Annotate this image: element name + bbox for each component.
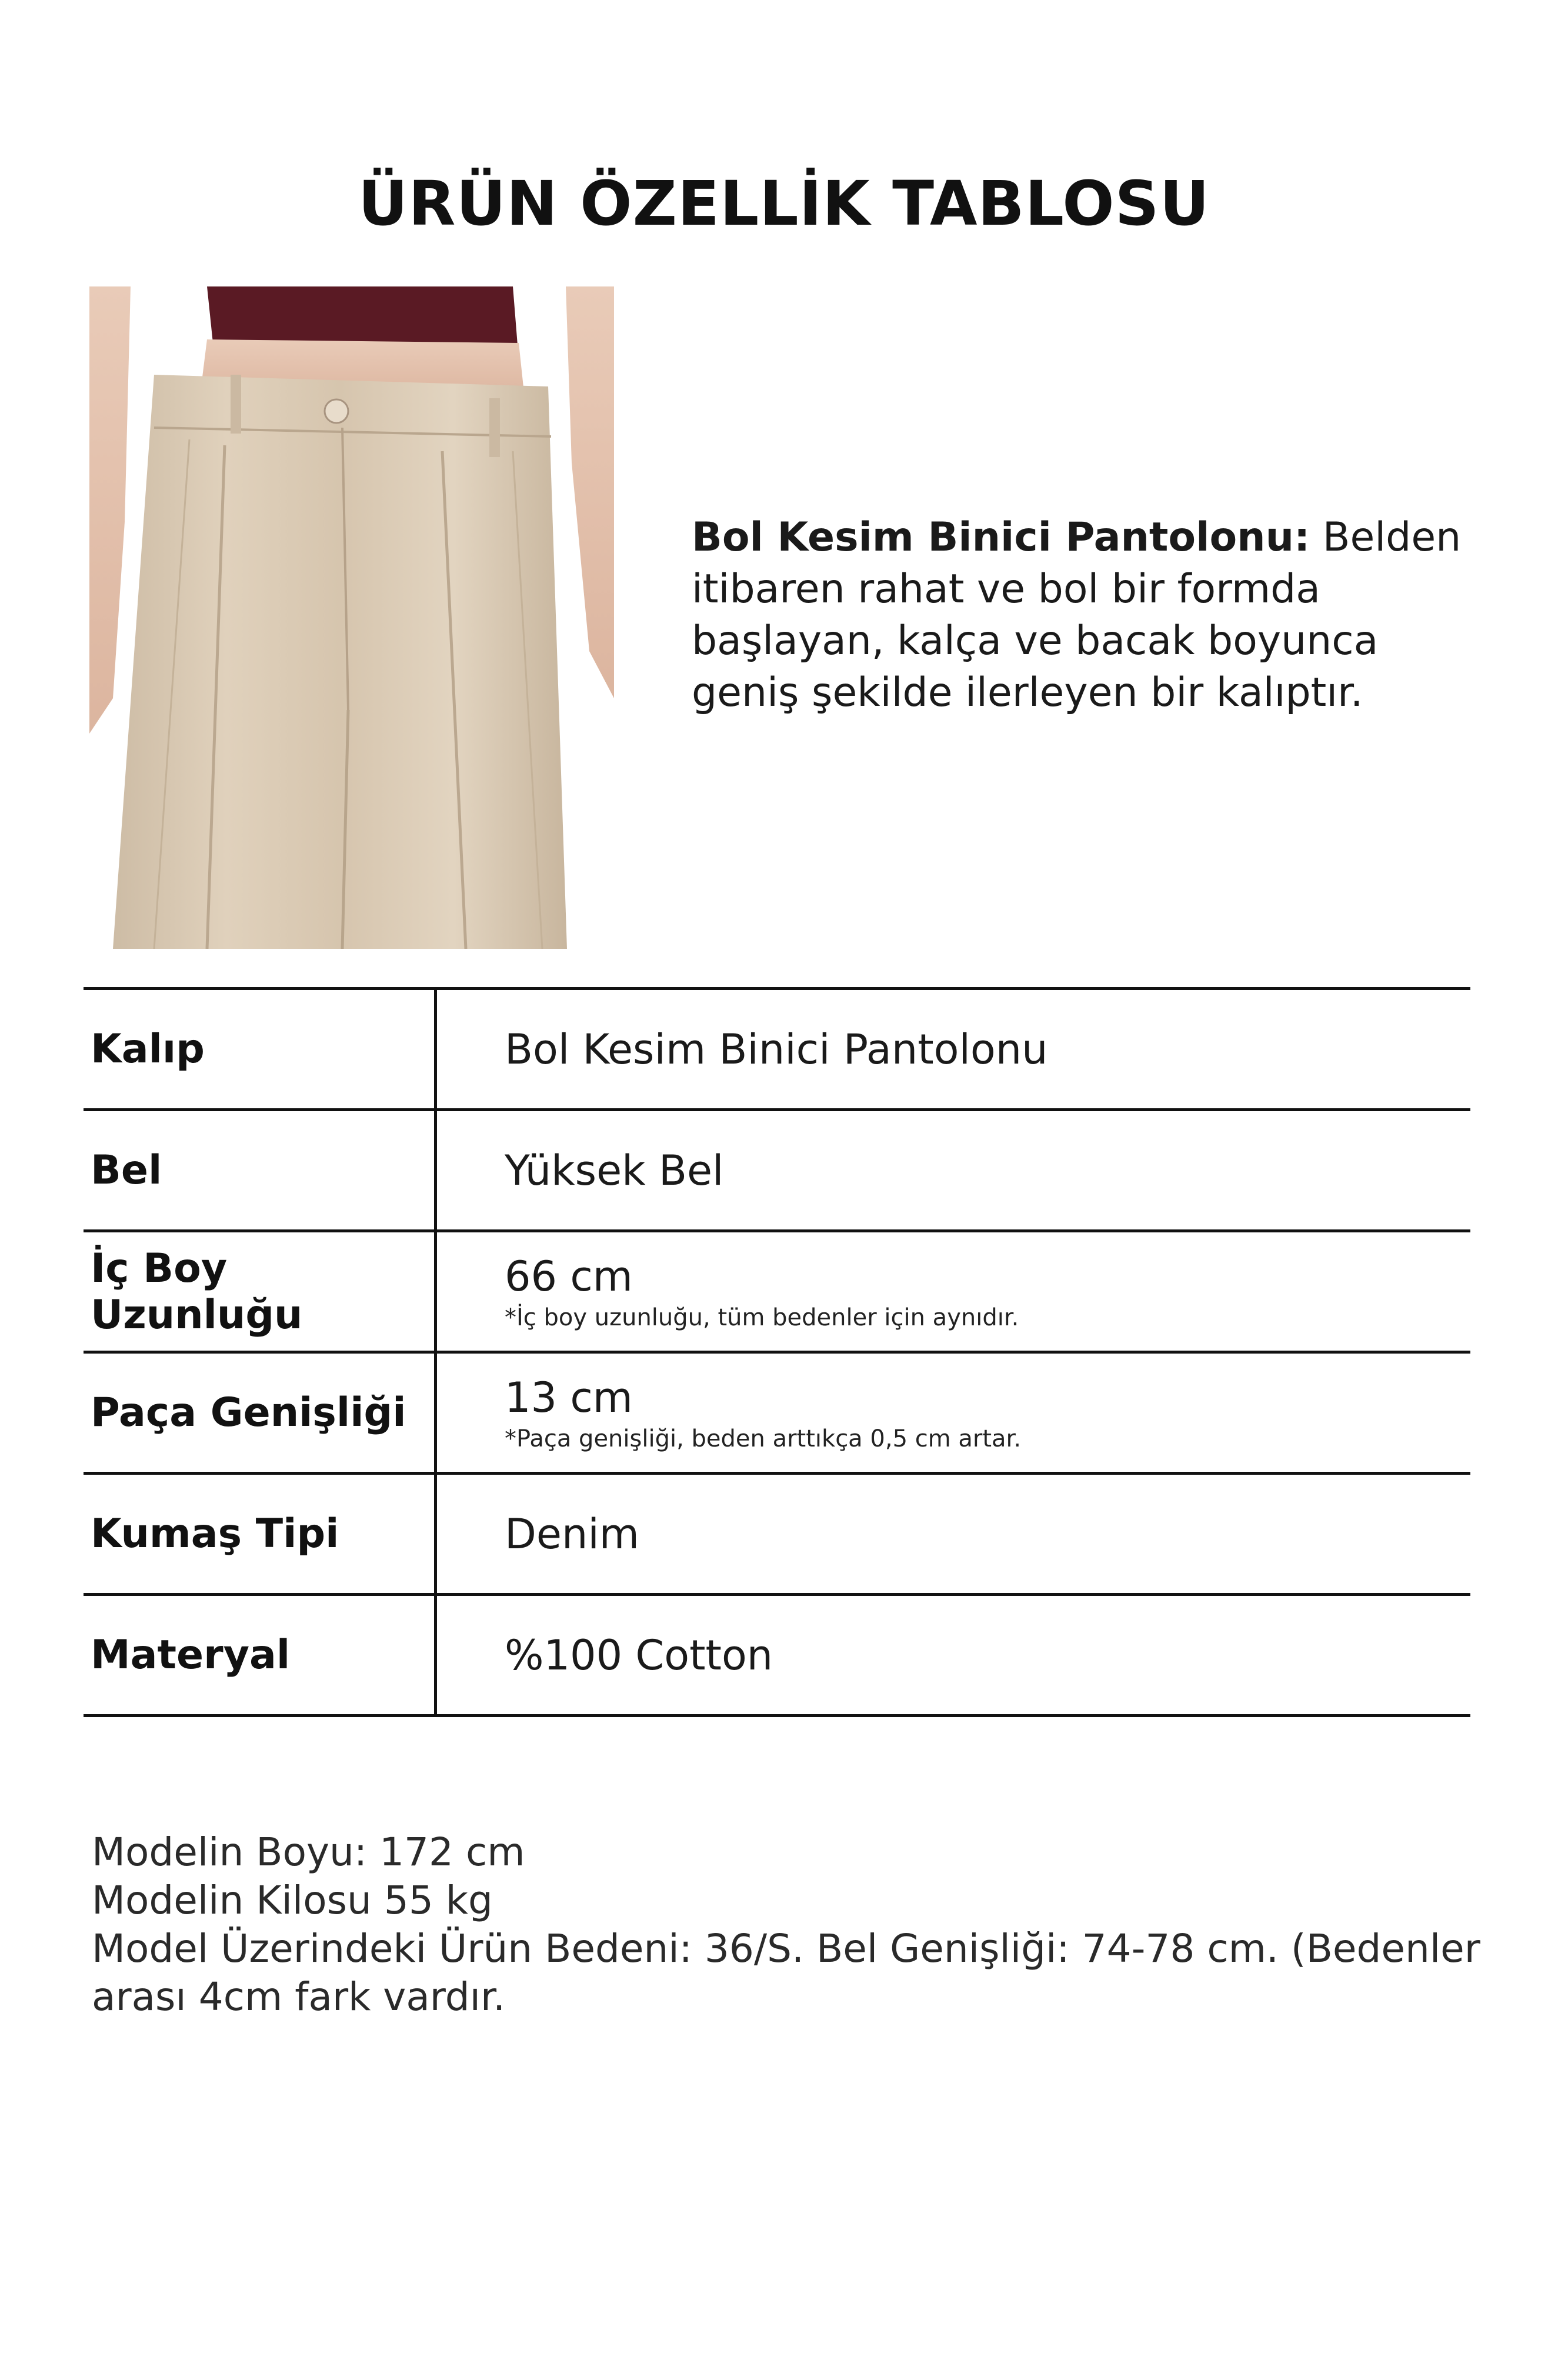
spec-row-kumas [84,1475,1470,1596]
spec-label: Materyal [91,1632,291,1678]
description-lead: Bol Kesim Binici Pantolonu: [692,514,1310,561]
column-divider [434,990,437,1108]
column-divider [434,1475,437,1593]
spec-value: Denim [505,1509,639,1558]
column-divider [434,1354,437,1472]
product-photo [89,286,614,949]
spec-table [84,987,1470,1717]
trouser-model-image [89,286,614,949]
spec-label: Bel [91,1147,162,1194]
spec-row-materyal [84,1596,1470,1717]
spec-value-cell [505,1354,1446,1472]
spec-value: 66 cm [505,1252,633,1301]
spec-row-paca [84,1354,1470,1475]
description-text: Belden itibaren rahat ve bol bir formda başlayan, kalça ve bacak boyunca geniş şekilde ilerleyen bir kalıptır. [692,514,1462,716]
spec-value: Bol Kesim Binici Pantolonu [505,1025,1048,1074]
spec-value: %100 Cotton [505,1631,773,1679]
column-divider [434,1111,437,1229]
spec-value-cell [505,1232,1446,1351]
model-height: Modelin Boyu: 172 cm [92,1829,525,1875]
model-info [92,1828,1492,2021]
spec-value-cell [505,1475,1446,1593]
spec-label: Paça Genişliği [91,1389,406,1436]
column-divider [434,1232,437,1351]
spec-value-cell [505,990,1446,1108]
spec-value: Yüksek Bel [505,1146,724,1195]
spec-value: 13 cm [505,1373,633,1422]
model-size: Model Üzerindeki Ürün Bedeni: 36/S. Bel Genişliği: 74-78 cm. (Bedenler arası 4cm fark vardır. [92,1926,1480,2019]
spec-value-cell [505,1596,1446,1714]
spec-note: *Paça genişliği, beden arttıkça 0,5 cm artar. [505,1425,1022,1452]
model-weight: Modelin Kilosu 55 kg [92,1878,493,1923]
product-description [692,512,1492,719]
spec-row-ic-boy [84,1232,1470,1354]
spec-note: *İç boy uzunluğu, tüm bedenler için aynıdır. [505,1304,1019,1331]
spec-label: Kumaş Tipi [91,1511,339,1557]
column-divider [434,1596,437,1714]
spec-row-bel [84,1111,1470,1232]
spec-label: İç Boy Uzunluğu [91,1245,303,1338]
spec-label: Kalıp [91,1026,205,1072]
spec-value-cell [505,1111,1446,1229]
page-title: ÜRÜN ÖZELLİK TABLOSU [358,168,1210,239]
spec-row-kalip [84,990,1470,1111]
